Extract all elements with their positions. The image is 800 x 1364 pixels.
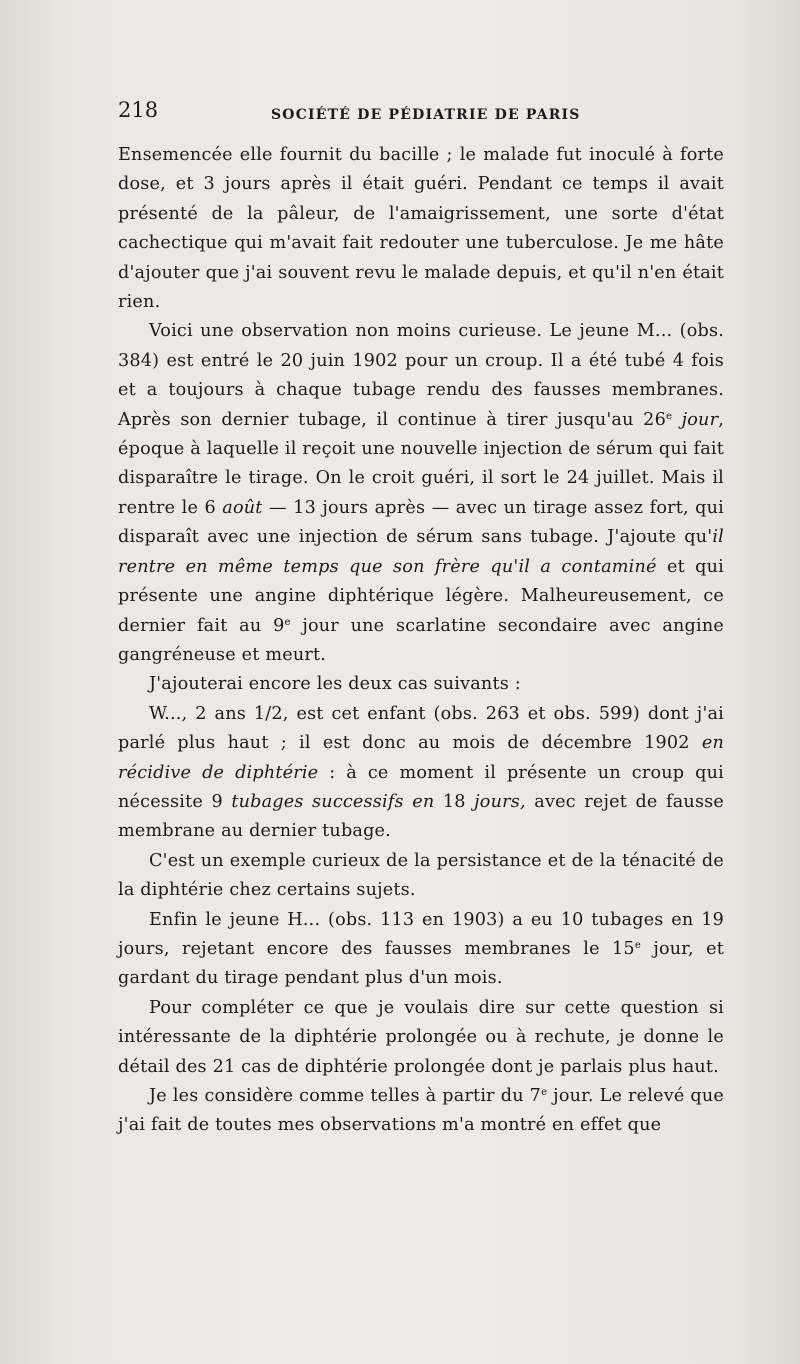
paragraph-8	[118, 1082, 724, 1141]
p4-text-c: 18	[442, 791, 466, 812]
p4-italic-2: tubages successifs en	[231, 791, 435, 812]
p2-text-e: jour une scarlatine secondaire avec angine gangréneuse et meurt.	[118, 615, 724, 665]
p2-italic-1: jour	[681, 409, 719, 430]
p2-text-d: et qui présente une angine diphtérique légère. Malheureusement, ce dernier fait au 9	[118, 556, 724, 636]
p2-sup-1: e	[665, 410, 673, 422]
p6-sup-1: e	[634, 939, 641, 951]
paragraph-1	[118, 141, 724, 317]
p1-text: Ensemencée elle fournit du bacille ; le malade fut inoculé à forte dose, et 3 jours après il était guéri. Pendant ce temps il avait présenté de la pâleur, de l'amaigrissement, une sorte d'état cachectique qui m'avait fait redouter une tuberculose. Je me hâte d'ajouter que j'ai souvent revu le malade depuis, et qu'il n'en était rien.	[118, 145, 724, 313]
p2-text-c: — 13 jours après — avec un tirage assez fort, qui disparaît avec une injection de sérum sans tubage. J'ajoute qu'	[118, 497, 724, 548]
paragraph-4	[118, 700, 724, 847]
p6-text-a: Enfin le jeune H... (obs. 113 en 1903) a eu 10 tubages en 19 jours, rejetant encore des fausses membranes le 15	[118, 909, 724, 959]
body-text	[118, 141, 724, 1141]
p8-sup-1: e	[541, 1087, 548, 1098]
p5-text: C'est un exemple curieux de la persistance et de la ténacité de la diphtérie chez certains sujets.	[118, 850, 724, 901]
p3-text: J'ajouterai encore les deux cas suivants :	[149, 674, 521, 695]
page-number: 218	[118, 98, 159, 122]
p8-text-a: Je les considère comme telles à partir du 7	[149, 1086, 542, 1106]
paragraph-3	[118, 670, 724, 699]
paragraph-2	[118, 317, 724, 670]
p4-text-a: W..., 2 ans 1/2, est cet enfant (obs. 263 et obs. 599) dont j'ai parlé plus haut ; il est donc au mois de décembre 1902	[118, 703, 724, 754]
p4-text-b: : à ce moment il présente un croup qui nécessite 9	[118, 762, 724, 812]
p8-text-b: jour. Le relevé que j'ai fait de toutes mes observations m'a montré en effet que	[118, 1086, 725, 1136]
p7-text: Pour compléter ce que je voulais dire sur cette question si intéressante de la diphtérie prolongée ou à rechute, je donne le détail des 21 cas de diphtérie prolongée dont je parlais plus haut.	[118, 997, 724, 1077]
p2-italic-2: août	[222, 497, 263, 518]
p2-text-b: , époque à laquelle il reçoit une nouvelle injection de sérum qui fait disparaître le tirage. On le croit guéri, il sort le 24 juillet. Mais il rentre le 6	[118, 409, 724, 518]
page-header	[118, 98, 718, 128]
p2-sup-2: e	[284, 616, 291, 628]
running-title: SOCIÉTÉ DE PÉDIATRIE DE PARIS	[271, 107, 581, 123]
p4-text-d: avec rejet de fausse membrane au dernier tubage.	[118, 791, 725, 842]
p2-text-a: Voici une observation non moins curieuse. Le jeune M... (obs. 384) est entré le 20 juin 1902 pour un croup. Il a été tubé 4 fois et a toujours à chaque tubage rendu des fausses membranes. Après son dernier tubage, il continue à tirer jusqu'au 26	[118, 321, 724, 430]
p4-italic-3: jours,	[474, 791, 526, 812]
p4-italic-1: en récidive de diphtérie	[118, 733, 724, 783]
paragraph-5	[118, 847, 724, 906]
p2-italic-3: il rentre en même temps que son frère qu'il a contaminé	[118, 527, 724, 577]
paragraph-6	[118, 906, 724, 994]
p6-text-b: jour, et gardant du tirage pendant plus d'un mois.	[118, 938, 724, 989]
paragraph-7	[118, 994, 724, 1082]
